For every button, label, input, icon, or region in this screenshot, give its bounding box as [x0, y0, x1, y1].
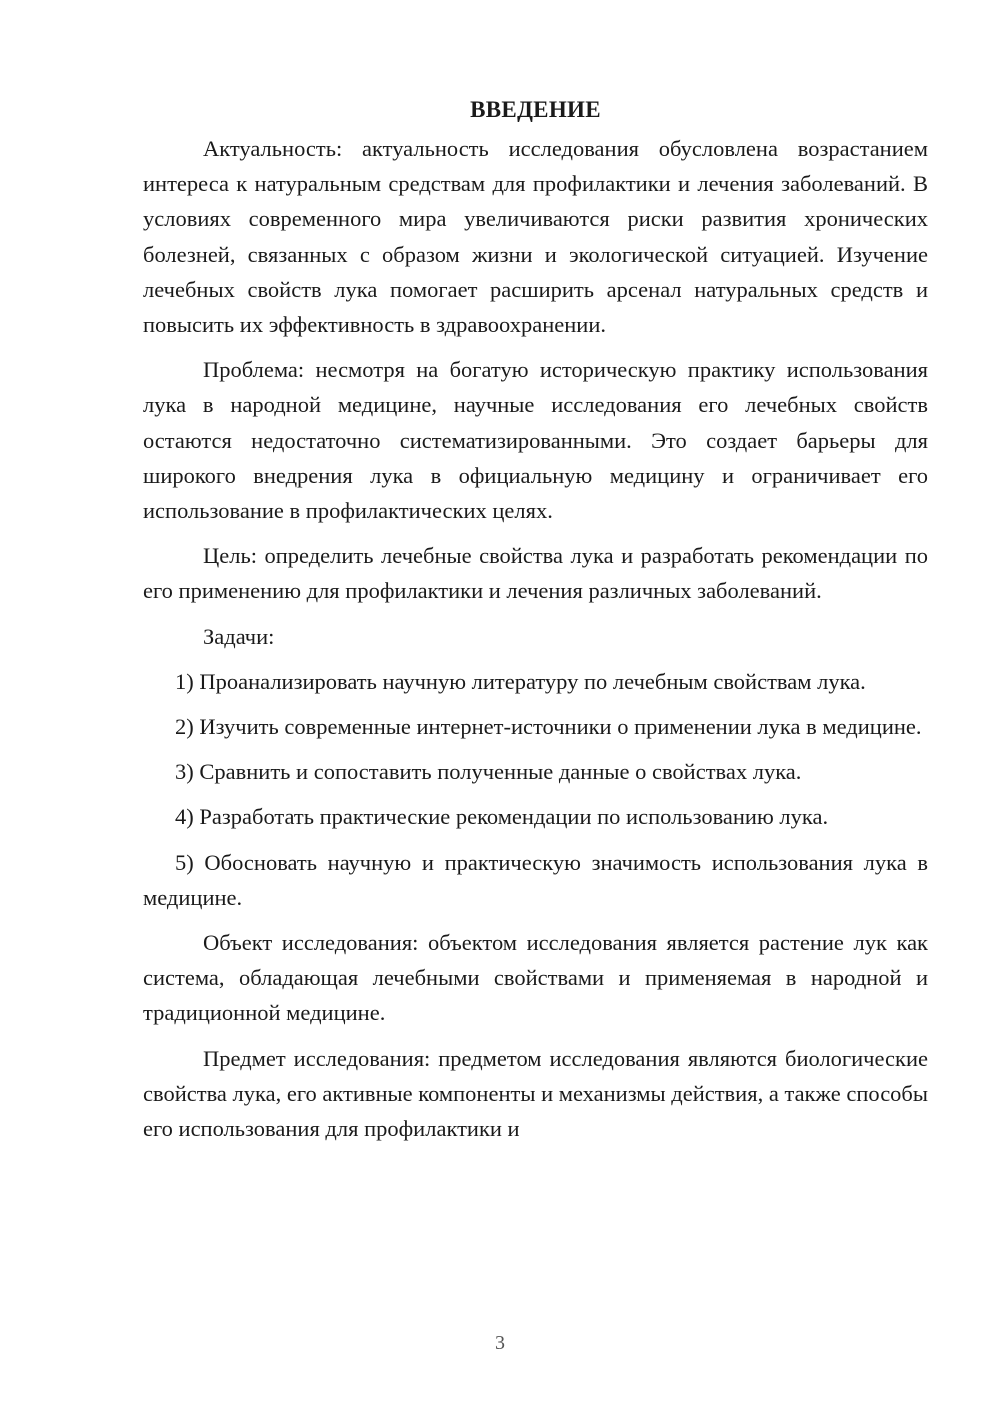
- object-paragraph: Объект исследования: объектом исследования является растение лук как система, обладающая лечебными свойствами и применяемая в народной и традиционной медицине.: [143, 930, 928, 1026]
- task-item-3: 3) Сравнить и сопоставить полученные данные о свойствах лука.: [175, 759, 802, 785]
- subject-paragraph: Предмет исследования: предметом исследования являются биологические свойства лука, его активные компоненты и механизмы действия, а также способы его использования для профилактики и: [143, 1045, 928, 1142]
- task-item-2: 2) Изучить современные интернет-источники о применении лука в медицине.: [175, 714, 922, 740]
- task-item-1: 1) Проанализировать научную литературу по лечебным свойствам лука.: [175, 668, 866, 694]
- task-item-5: 5) Обосновать научную и практическую значимость использования лука в медицине.: [143, 849, 928, 910]
- relevance-paragraph: Актуальность: актуальность исследования обусловлена возрастанием интереса к натуральным средствам для профилактики и лечения заболеваний. В условиях современного мира увеличиваются риски развития хронических болезней, связанных с образом жизни и экологической ситуацией. Изучение лечебных свойств лука помогает расширить арсенал натуральных средств и повысить их эффективность в здравоохранении.: [143, 136, 928, 338]
- section-heading: ВВЕДЕНИЕ: [470, 97, 601, 122]
- tasks-label: Задачи:: [203, 623, 275, 649]
- task-item-4: 4) Разработать практические рекомендации по использованию лука.: [175, 804, 829, 830]
- goal-paragraph: Цель: определить лечебные свойства лука и разработать рекомендации по его применению для профилактики и лечения различных заболеваний.: [143, 543, 928, 604]
- document-page: [143, 92, 928, 1146]
- page-number: 3: [495, 1332, 505, 1354]
- problem-paragraph: Проблема: несмотря на богатую историческую практику использования лука в народной медицине, научные исследования его лечебных свойств остаются недостаточно систематизированными. Это создает барьеры для широкого внедрения лука в официальную медицину и ограничивает его использование в профилактических целях.: [143, 357, 928, 524]
